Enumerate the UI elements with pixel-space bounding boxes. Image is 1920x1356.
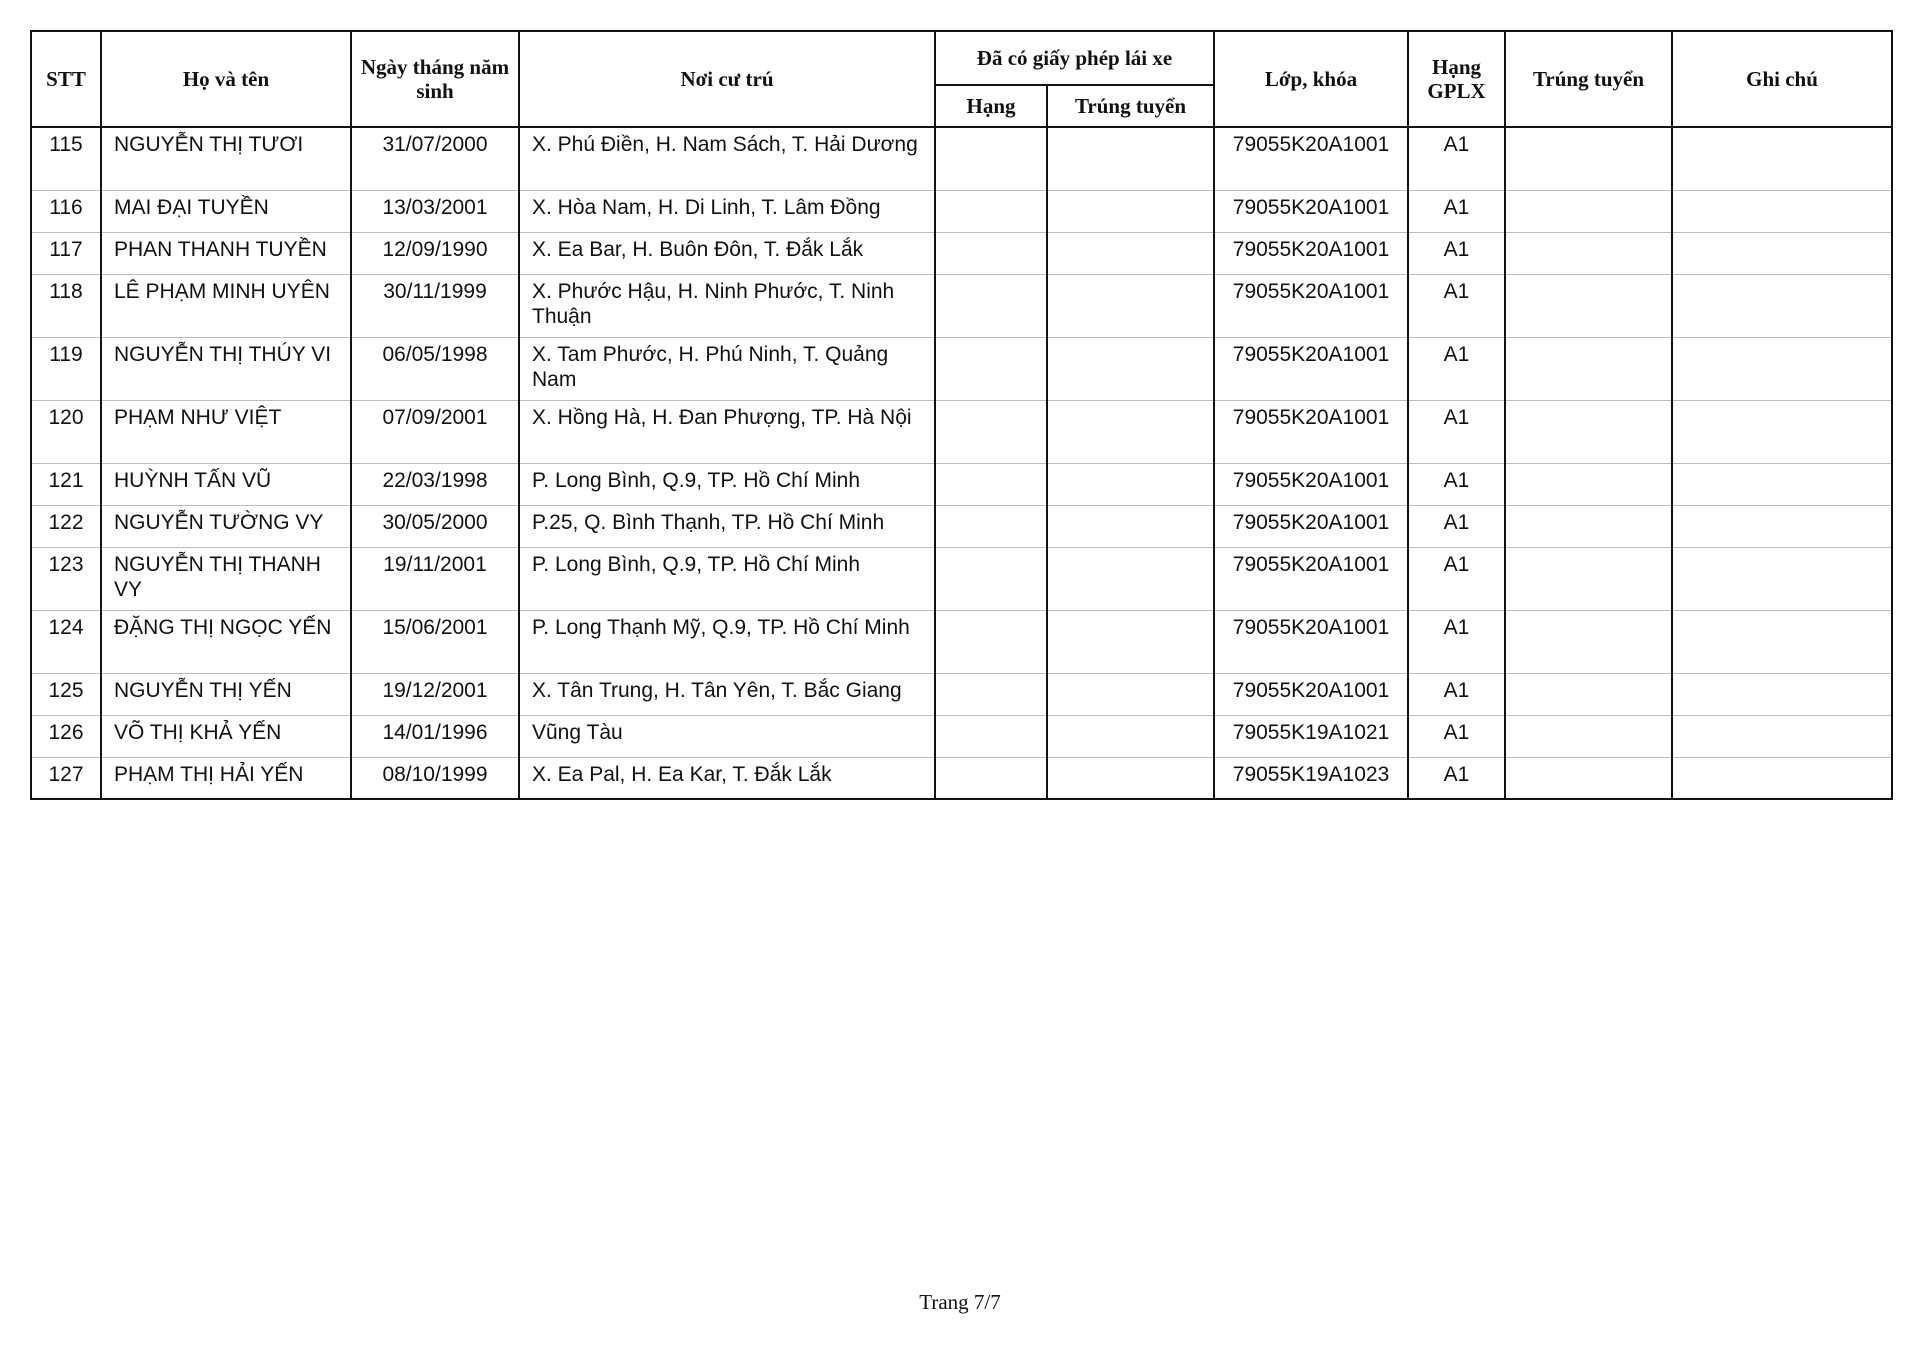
cell-class: 79055K19A1021: [1214, 715, 1408, 757]
cell-dob: 14/01/1996: [351, 715, 519, 757]
table-row: [31, 337, 1892, 400]
cell-passed: [1505, 400, 1672, 463]
header-passed: Trúng tuyển: [1505, 31, 1672, 127]
cell-name: PHAN THANH TUYỀN: [101, 232, 351, 274]
cell-note: [1672, 463, 1892, 505]
cell-stt: 120: [31, 400, 101, 463]
cell-gplx-rank: A1: [1408, 274, 1505, 337]
cell-address: X. Hồng Hà, H. Đan Phượng, TP. Hà Nội: [519, 400, 935, 463]
cell-note: [1672, 274, 1892, 337]
cell-note: [1672, 232, 1892, 274]
cell-stt: 119: [31, 337, 101, 400]
cell-passed: [1505, 505, 1672, 547]
cell-license-rank: [935, 463, 1047, 505]
table-row: [31, 400, 1892, 463]
page-number: Trang 7/7: [919, 1290, 1001, 1314]
cell-passed: [1505, 463, 1672, 505]
cell-stt: 115: [31, 127, 101, 190]
header-license-group: Đã có giấy phép lái xe: [935, 31, 1214, 85]
table-row: [31, 547, 1892, 610]
cell-note: [1672, 337, 1892, 400]
cell-gplx-rank: A1: [1408, 127, 1505, 190]
cell-name: NGUYỄN THỊ YẾN: [101, 673, 351, 715]
cell-class: 79055K20A1001: [1214, 673, 1408, 715]
cell-name: ĐẶNG THỊ NGỌC YẾN: [101, 610, 351, 673]
cell-passed: [1505, 127, 1672, 190]
cell-dob: 13/03/2001: [351, 190, 519, 232]
cell-passed: [1505, 547, 1672, 610]
cell-passed: [1505, 232, 1672, 274]
cell-class: 79055K20A1001: [1214, 610, 1408, 673]
cell-license-passed: [1047, 547, 1214, 610]
table-row: [31, 610, 1892, 673]
cell-stt: 127: [31, 757, 101, 799]
cell-address: P. Long Bình, Q.9, TP. Hồ Chí Minh: [519, 463, 935, 505]
cell-class: 79055K20A1001: [1214, 232, 1408, 274]
cell-address: X. Ea Pal, H. Ea Kar, T. Đắk Lắk: [519, 757, 935, 799]
cell-note: [1672, 610, 1892, 673]
cell-passed: [1505, 715, 1672, 757]
cell-class: 79055K20A1001: [1214, 505, 1408, 547]
table-row: [31, 757, 1892, 799]
cell-license-rank: [935, 715, 1047, 757]
table-row: [31, 274, 1892, 337]
cell-note: [1672, 757, 1892, 799]
cell-address: Vũng Tàu: [519, 715, 935, 757]
table-row: [31, 127, 1892, 190]
cell-address: P.25, Q. Bình Thạnh, TP. Hồ Chí Minh: [519, 505, 935, 547]
cell-class: 79055K20A1001: [1214, 190, 1408, 232]
table-row: [31, 190, 1892, 232]
table-row: [31, 505, 1892, 547]
cell-dob: 22/03/1998: [351, 463, 519, 505]
cell-name: NGUYỄN THỊ THANH VY: [101, 547, 351, 610]
header-gplx-rank: Hạng GPLX: [1408, 31, 1505, 127]
cell-name: PHẠM THỊ HẢI YẾN: [101, 757, 351, 799]
cell-dob: 31/07/2000: [351, 127, 519, 190]
cell-dob: 07/09/2001: [351, 400, 519, 463]
cell-class: 79055K20A1001: [1214, 547, 1408, 610]
cell-license-passed: [1047, 127, 1214, 190]
cell-address: X. Tam Phước, H. Phú Ninh, T. Quảng Nam: [519, 337, 935, 400]
cell-note: [1672, 127, 1892, 190]
cell-class: 79055K20A1001: [1214, 127, 1408, 190]
cell-dob: 08/10/1999: [351, 757, 519, 799]
header-license-passed: Trúng tuyển: [1047, 85, 1214, 127]
cell-license-rank: [935, 337, 1047, 400]
cell-dob: 06/05/1998: [351, 337, 519, 400]
cell-note: [1672, 673, 1892, 715]
cell-license-rank: [935, 610, 1047, 673]
header-class: Lớp, khóa: [1214, 31, 1408, 127]
cell-address: X. Phú Điền, H. Nam Sách, T. Hải Dương: [519, 127, 935, 190]
cell-license-passed: [1047, 505, 1214, 547]
cell-stt: 126: [31, 715, 101, 757]
cell-license-passed: [1047, 190, 1214, 232]
cell-stt: 118: [31, 274, 101, 337]
cell-dob: 30/05/2000: [351, 505, 519, 547]
cell-license-rank: [935, 505, 1047, 547]
cell-passed: [1505, 274, 1672, 337]
cell-note: [1672, 715, 1892, 757]
cell-name: MAI ĐẠI TUYỀN: [101, 190, 351, 232]
cell-address: P. Long Thạnh Mỹ, Q.9, TP. Hồ Chí Minh: [519, 610, 935, 673]
header-name: Họ và tên: [101, 31, 351, 127]
cell-license-rank: [935, 757, 1047, 799]
cell-license-rank: [935, 547, 1047, 610]
cell-passed: [1505, 610, 1672, 673]
cell-passed: [1505, 673, 1672, 715]
cell-stt: 117: [31, 232, 101, 274]
header-stt: STT: [31, 31, 101, 127]
cell-class: 79055K20A1001: [1214, 337, 1408, 400]
cell-note: [1672, 190, 1892, 232]
cell-name: HUỲNH TẤN VŨ: [101, 463, 351, 505]
cell-license-passed: [1047, 274, 1214, 337]
cell-dob: 12/09/1990: [351, 232, 519, 274]
cell-name: NGUYỄN THỊ TƯƠI: [101, 127, 351, 190]
cell-dob: 19/12/2001: [351, 673, 519, 715]
cell-gplx-rank: A1: [1408, 505, 1505, 547]
cell-note: [1672, 505, 1892, 547]
cell-class: 79055K20A1001: [1214, 400, 1408, 463]
cell-passed: [1505, 757, 1672, 799]
table-row: [31, 715, 1892, 757]
cell-stt: 125: [31, 673, 101, 715]
cell-dob: 15/06/2001: [351, 610, 519, 673]
cell-stt: 121: [31, 463, 101, 505]
cell-gplx-rank: A1: [1408, 610, 1505, 673]
cell-address: P. Long Bình, Q.9, TP. Hồ Chí Minh: [519, 547, 935, 610]
table-header: [31, 31, 1892, 127]
cell-name: NGUYỄN TƯỜNG VY: [101, 505, 351, 547]
cell-gplx-rank: A1: [1408, 337, 1505, 400]
cell-passed: [1505, 190, 1672, 232]
cell-gplx-rank: A1: [1408, 232, 1505, 274]
cell-stt: 123: [31, 547, 101, 610]
cell-note: [1672, 547, 1892, 610]
cell-license-rank: [935, 190, 1047, 232]
cell-gplx-rank: A1: [1408, 673, 1505, 715]
cell-dob: 19/11/2001: [351, 547, 519, 610]
header-address: Nơi cư trú: [519, 31, 935, 127]
cell-gplx-rank: A1: [1408, 190, 1505, 232]
cell-gplx-rank: A1: [1408, 400, 1505, 463]
candidate-table: [30, 30, 1893, 800]
cell-name: NGUYỄN THỊ THÚY VI: [101, 337, 351, 400]
cell-address: X. Hòa Nam, H. Di Linh, T. Lâm Đồng: [519, 190, 935, 232]
cell-license-passed: [1047, 757, 1214, 799]
cell-license-rank: [935, 274, 1047, 337]
table-row: [31, 673, 1892, 715]
cell-license-passed: [1047, 400, 1214, 463]
cell-gplx-rank: A1: [1408, 715, 1505, 757]
table-row: [31, 232, 1892, 274]
cell-note: [1672, 400, 1892, 463]
cell-license-passed: [1047, 232, 1214, 274]
cell-stt: 124: [31, 610, 101, 673]
cell-license-passed: [1047, 610, 1214, 673]
header-license-rank: Hạng: [935, 85, 1047, 127]
cell-address: X. Tân Trung, H. Tân Yên, T. Bắc Giang: [519, 673, 935, 715]
table-body: [31, 127, 1892, 799]
cell-license-rank: [935, 673, 1047, 715]
cell-name: PHẠM NHƯ VIỆT: [101, 400, 351, 463]
cell-license-rank: [935, 127, 1047, 190]
cell-dob: 30/11/1999: [351, 274, 519, 337]
cell-license-rank: [935, 232, 1047, 274]
cell-gplx-rank: A1: [1408, 463, 1505, 505]
cell-class: 79055K20A1001: [1214, 463, 1408, 505]
table-row: [31, 463, 1892, 505]
cell-name: VÕ THỊ KHẢ YẾN: [101, 715, 351, 757]
cell-passed: [1505, 337, 1672, 400]
cell-stt: 122: [31, 505, 101, 547]
cell-license-passed: [1047, 463, 1214, 505]
cell-license-rank: [935, 400, 1047, 463]
cell-license-passed: [1047, 715, 1214, 757]
cell-address: X. Phước Hậu, H. Ninh Phước, T. Ninh Thuận: [519, 274, 935, 337]
cell-stt: 116: [31, 190, 101, 232]
cell-gplx-rank: A1: [1408, 757, 1505, 799]
cell-class: 79055K19A1023: [1214, 757, 1408, 799]
cell-class: 79055K20A1001: [1214, 274, 1408, 337]
cell-gplx-rank: A1: [1408, 547, 1505, 610]
cell-address: X. Ea Bar, H. Buôn Đôn, T. Đắk Lắk: [519, 232, 935, 274]
cell-license-passed: [1047, 673, 1214, 715]
cell-license-passed: [1047, 337, 1214, 400]
header-note: Ghi chú: [1672, 31, 1892, 127]
cell-name: LÊ PHẠM MINH UYÊN: [101, 274, 351, 337]
header-dob: Ngày tháng năm sinh: [351, 31, 519, 127]
